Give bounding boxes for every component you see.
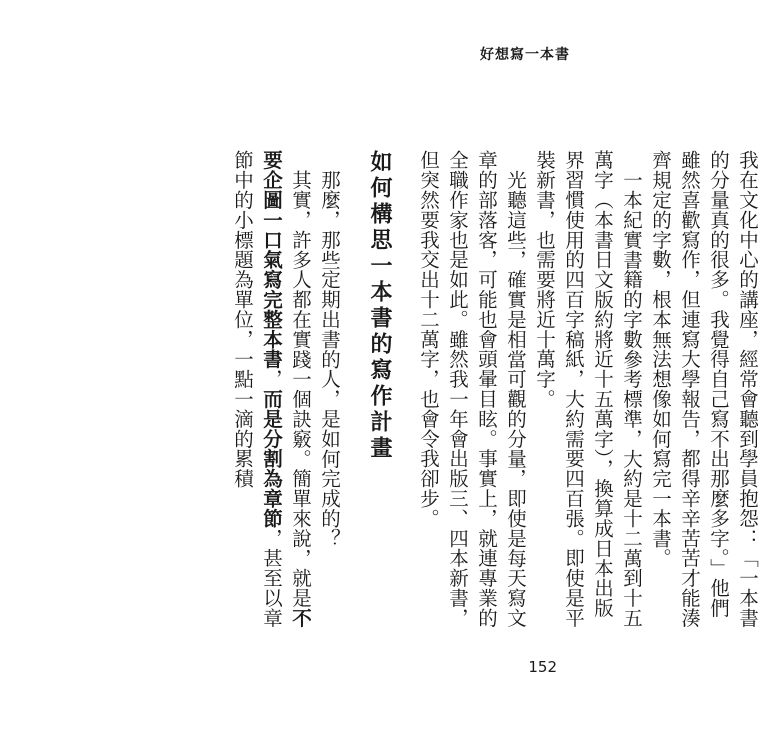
paragraph-text: 其實，許多人都在實踐一個訣竅。簡單來說，就是 [289, 169, 312, 608]
paragraph: 一本紀實書籍的字數參考標準，大約是十二萬到十五萬字（本書日文版約將近十五萬字），換算成日本出版界習慣使用的四百字稿紙，大約需要四百張。即使是平裝新書，也需要將近十萬字。 [533, 150, 643, 628]
section-heading: 如何構思一本書的寫作計畫 [367, 150, 393, 462]
page-number: 152 [528, 658, 557, 676]
body-text [228, 150, 762, 630]
paragraph-text: ，甚至以章節中的小標題為單位，一點一滴的累積 [231, 150, 283, 628]
emphasis-text: 不要企圖一口氣寫完整本書 [260, 150, 312, 628]
running-header: 好想寫一本書 [480, 47, 570, 63]
paragraph: 那麼，那些定期出書的人，是如何完成的？ [318, 169, 341, 548]
paragraph: 我在文化中心的講座，經常會聽到學員抱怨：「一本書的分量真的很多。我覺得自己寫不出那麼多字。」他們雖然喜歡寫作，但連寫大學報告，都得辛辛苦苦才能湊齊規定的字數，根本無法想像如何寫完一本書。 [649, 150, 759, 628]
emphasis-text: 而是分割為章節 [260, 388, 283, 529]
paragraph-text: ， [260, 368, 283, 389]
paragraph: 光聽這些，確實是相當可觀的分量，即使是每天寫文章的部落客，可能也會頭暈目眩。事實上，就連專業的全職作家也是如此。雖然我一年會出版三、四本新書，但突然要我交出十二萬字，也會令我卻步。 [417, 150, 527, 628]
paragraph [228, 150, 315, 630]
